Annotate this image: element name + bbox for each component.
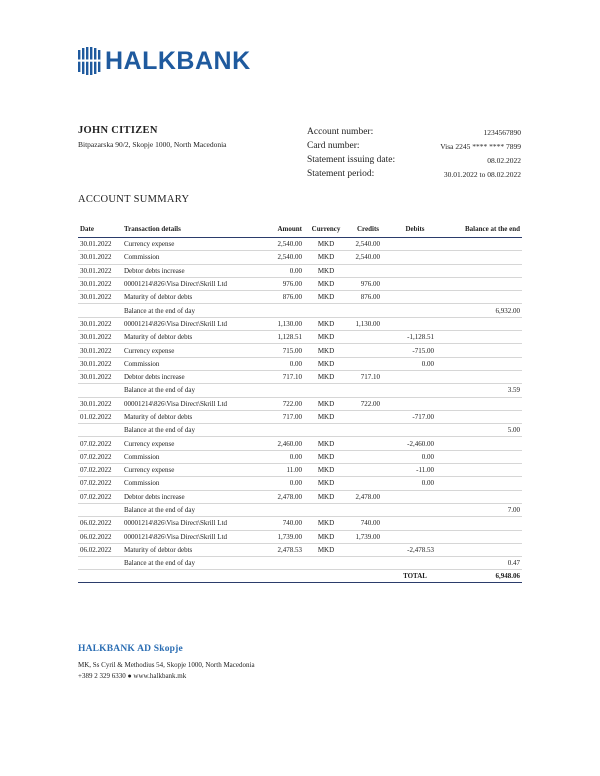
cell-details: Currency expense (122, 238, 258, 251)
cell-balance (442, 344, 522, 357)
cell-credits (348, 410, 388, 423)
card-number-value: Visa 2245 **** **** 7899 (440, 141, 521, 151)
cell-balance (442, 464, 522, 477)
cell-date: 30.01.2022 (78, 238, 122, 251)
footer-address: MK, Ss Cyril & Methodius 54, Skopje 1000, North Macedonia (78, 661, 255, 669)
cell-debits (388, 557, 442, 570)
cell-credits (348, 344, 388, 357)
customer-name: JOHN CITIZEN (78, 125, 158, 136)
cell-balance (442, 317, 522, 330)
cell-balance: 3.59 (442, 384, 522, 397)
cell-currency: MKD (304, 450, 348, 463)
cell-date (78, 557, 122, 570)
cell-date: 30.01.2022 (78, 291, 122, 304)
cell-currency: MKD (304, 331, 348, 344)
cell-date: 30.01.2022 (78, 251, 122, 264)
cell-balance (442, 277, 522, 290)
cell-details: 00001214\826\Visa Direct\Skrill Ltd (122, 517, 258, 530)
cell-amount (258, 304, 304, 317)
cell-details: Maturity of debtor debts (122, 410, 258, 423)
cell-amount (258, 557, 304, 570)
cell-currency: MKD (304, 410, 348, 423)
cell-date (78, 503, 122, 516)
table-row (78, 291, 522, 304)
cell-amount: 976.00 (258, 277, 304, 290)
table-row (78, 450, 522, 463)
cell-debits (388, 277, 442, 290)
cell-details: Balance at the end of day (122, 557, 258, 570)
cell-credits (348, 384, 388, 397)
header-details: Transaction details (122, 220, 258, 238)
cell-debits: 0.00 (388, 357, 442, 370)
table-row (78, 530, 522, 543)
cell-debits: -1,128.51 (388, 331, 442, 344)
cell-amount: 0.00 (258, 357, 304, 370)
cell-debits: 0.00 (388, 450, 442, 463)
footer-company: HALKBANK AD Skopje (78, 644, 183, 654)
table-row (78, 370, 522, 383)
cell-debits: -715.00 (388, 344, 442, 357)
cell-amount (258, 384, 304, 397)
footer-contact: +389 2 329 6330 ● www.halkbank.mk (78, 672, 187, 680)
cell-amount: 1,739.00 (258, 530, 304, 543)
cell-currency: MKD (304, 397, 348, 410)
cell-debits (388, 264, 442, 277)
cell-date: 06.02.2022 (78, 530, 122, 543)
cell-credits (348, 264, 388, 277)
header-currency: Currency (304, 220, 348, 238)
cell-details: Commission (122, 477, 258, 490)
balance-row (78, 503, 522, 516)
table-row (78, 317, 522, 330)
cell-balance (442, 543, 522, 556)
cell-details: Currency expense (122, 437, 258, 450)
table-row (78, 357, 522, 370)
cell-currency (304, 384, 348, 397)
account-number-value: 1234567890 (483, 127, 521, 137)
statement-period-label: Statement period: (307, 169, 375, 179)
table-row (78, 238, 522, 251)
cell-details: Commission (122, 357, 258, 370)
cell-date: 06.02.2022 (78, 543, 122, 556)
cell-credits (348, 543, 388, 556)
cell-balance (442, 450, 522, 463)
cell-debits (388, 304, 442, 317)
cell-balance (442, 238, 522, 251)
cell-date: 30.01.2022 (78, 331, 122, 344)
cell-details: Balance at the end of day (122, 424, 258, 437)
table-row (78, 477, 522, 490)
account-number-row (307, 125, 521, 139)
cell-details: 00001214\826\Visa Direct\Skrill Ltd (122, 530, 258, 543)
cell-date: 01.02.2022 (78, 410, 122, 423)
cell-credits (348, 477, 388, 490)
cell-amount: 740.00 (258, 517, 304, 530)
cell-credits (348, 304, 388, 317)
header-balance: Balance at the end (442, 220, 522, 238)
cell-credits: 2,478.00 (348, 490, 388, 503)
cell-amount: 0.00 (258, 264, 304, 277)
transactions-table (78, 220, 522, 583)
cell-credits: 1,739.00 (348, 530, 388, 543)
cell-balance: 5.00 (442, 424, 522, 437)
cell-amount: 717.00 (258, 410, 304, 423)
cell-credits (348, 424, 388, 437)
cell-details: Debtor debts increase (122, 264, 258, 277)
cell-credits: 976.00 (348, 277, 388, 290)
cell-details: Balance at the end of day (122, 384, 258, 397)
cell-details: Balance at the end of day (122, 503, 258, 516)
account-info (307, 125, 521, 181)
cell-credits: 2,540.00 (348, 238, 388, 251)
cell-currency: MKD (304, 517, 348, 530)
cell-balance (442, 490, 522, 503)
statement-period-value: 30.01.2022 to 08.02.2022 (443, 169, 521, 179)
cell-amount: 2,478.53 (258, 543, 304, 556)
balance-row (78, 304, 522, 317)
total-value: 6,948.06 (442, 570, 522, 583)
halkbank-column-logo-icon (78, 47, 102, 75)
cell-date: 06.02.2022 (78, 517, 122, 530)
cell-balance (442, 530, 522, 543)
cell-amount: 11.00 (258, 464, 304, 477)
cell-details: Currency expense (122, 464, 258, 477)
cell-currency: MKD (304, 317, 348, 330)
cell-credits: 876.00 (348, 291, 388, 304)
cell-date: 30.01.2022 (78, 397, 122, 410)
table-row (78, 344, 522, 357)
cell-date: 30.01.2022 (78, 264, 122, 277)
table-body (78, 238, 522, 570)
cell-balance (442, 264, 522, 277)
table-row (78, 464, 522, 477)
cell-currency (304, 424, 348, 437)
cell-amount: 717.10 (258, 370, 304, 383)
cell-debits: -2,460.00 (388, 437, 442, 450)
cell-debits (388, 397, 442, 410)
cell-credits (348, 503, 388, 516)
cell-balance (442, 291, 522, 304)
table-row (78, 251, 522, 264)
cell-amount: 0.00 (258, 477, 304, 490)
cell-balance (442, 517, 522, 530)
issuing-date-label: Statement issuing date: (307, 155, 396, 165)
cell-currency (304, 304, 348, 317)
cell-currency: MKD (304, 370, 348, 383)
table-row (78, 437, 522, 450)
cell-amount (258, 424, 304, 437)
cell-balance (442, 251, 522, 264)
cell-credits (348, 450, 388, 463)
cell-currency: MKD (304, 251, 348, 264)
cell-details: Maturity of debtor debts (122, 291, 258, 304)
cell-credits (348, 464, 388, 477)
cell-debits (388, 424, 442, 437)
footer (78, 644, 255, 680)
cell-debits: -2,478.53 (388, 543, 442, 556)
cell-date: 07.02.2022 (78, 490, 122, 503)
cell-credits: 740.00 (348, 517, 388, 530)
transactions-table-wrap (78, 220, 522, 583)
cell-details: Debtor debts increase (122, 490, 258, 503)
cell-details: Currency expense (122, 344, 258, 357)
cell-balance: 7.00 (442, 503, 522, 516)
issuing-date-row (307, 153, 521, 167)
cell-credits (348, 357, 388, 370)
cell-date: 07.02.2022 (78, 437, 122, 450)
cell-currency: MKD (304, 464, 348, 477)
cell-amount: 715.00 (258, 344, 304, 357)
table-row (78, 331, 522, 344)
cell-amount: 2,540.00 (258, 238, 304, 251)
cell-amount: 1,128.51 (258, 331, 304, 344)
cell-date: 30.01.2022 (78, 344, 122, 357)
cell-currency: MKD (304, 264, 348, 277)
cell-balance (442, 437, 522, 450)
cell-details: Commission (122, 251, 258, 264)
cell-amount: 0.00 (258, 450, 304, 463)
balance-row (78, 384, 522, 397)
cell-details: Commission (122, 450, 258, 463)
cell-debits (388, 384, 442, 397)
cell-amount: 722.00 (258, 397, 304, 410)
cell-debits (388, 251, 442, 264)
cell-debits (388, 238, 442, 251)
cell-details: 00001214\826\Visa Direct\Skrill Ltd (122, 397, 258, 410)
customer-block (78, 125, 227, 149)
table-row (78, 517, 522, 530)
cell-date (78, 304, 122, 317)
cell-debits (388, 530, 442, 543)
table-row (78, 490, 522, 503)
cell-balance (442, 477, 522, 490)
cell-currency: MKD (304, 490, 348, 503)
cell-currency: MKD (304, 291, 348, 304)
table-row (78, 277, 522, 290)
header-amount: Amount (258, 220, 304, 238)
cell-balance (442, 410, 522, 423)
issuing-date-value: 08.02.2022 (487, 155, 521, 165)
table-row (78, 397, 522, 410)
cell-debits (388, 517, 442, 530)
cell-date (78, 384, 122, 397)
cell-date: 30.01.2022 (78, 277, 122, 290)
cell-balance (442, 331, 522, 344)
cell-balance: 0.47 (442, 557, 522, 570)
cell-date: 30.01.2022 (78, 317, 122, 330)
cell-currency: MKD (304, 238, 348, 251)
cell-credits: 722.00 (348, 397, 388, 410)
header-debits: Debits (388, 220, 442, 238)
cell-date: 07.02.2022 (78, 450, 122, 463)
table-row (78, 264, 522, 277)
card-number-row (307, 139, 521, 153)
cell-details: Balance at the end of day (122, 304, 258, 317)
cell-debits (388, 503, 442, 516)
account-number-label: Account number: (307, 127, 374, 137)
cell-credits: 2,540.00 (348, 251, 388, 264)
cell-credits (348, 437, 388, 450)
cell-debits: -717.00 (388, 410, 442, 423)
cell-credits: 717.10 (348, 370, 388, 383)
table-row (78, 543, 522, 556)
cell-currency: MKD (304, 437, 348, 450)
cell-date: 07.02.2022 (78, 477, 122, 490)
cell-amount: 1,130.00 (258, 317, 304, 330)
cell-date: 30.01.2022 (78, 370, 122, 383)
cell-details: Maturity of debtor debts (122, 543, 258, 556)
cell-balance (442, 357, 522, 370)
cell-date: 30.01.2022 (78, 357, 122, 370)
cell-date: 07.02.2022 (78, 464, 122, 477)
cell-debits (388, 317, 442, 330)
statement-period-row (307, 167, 521, 181)
cell-amount (258, 503, 304, 516)
cell-details: Debtor debts increase (122, 370, 258, 383)
cell-credits: 1,130.00 (348, 317, 388, 330)
cell-debits (388, 490, 442, 503)
cell-currency: MKD (304, 277, 348, 290)
cell-currency: MKD (304, 357, 348, 370)
cell-date (78, 424, 122, 437)
cell-amount: 2,478.00 (258, 490, 304, 503)
total-row (78, 570, 522, 583)
customer-address: Bitpazarska 90/2, Skopje 1000, North Macedonia (78, 140, 227, 149)
cell-currency: MKD (304, 530, 348, 543)
cell-details: 00001214\826\Visa Direct\Skrill Ltd (122, 317, 258, 330)
account-summary-title: ACCOUNT SUMMARY (78, 194, 190, 205)
cell-currency (304, 557, 348, 570)
cell-amount: 2,540.00 (258, 251, 304, 264)
brand-name: HALKBANK (105, 46, 251, 75)
card-number-label: Card number: (307, 141, 360, 151)
balance-row (78, 424, 522, 437)
cell-balance (442, 397, 522, 410)
cell-debits (388, 370, 442, 383)
cell-debits: -11.00 (388, 464, 442, 477)
cell-credits (348, 331, 388, 344)
balance-row (78, 557, 522, 570)
cell-details: 00001214\826\Visa Direct\Skrill Ltd (122, 277, 258, 290)
cell-currency: MKD (304, 543, 348, 556)
cell-credits (348, 557, 388, 570)
header-date: Date (78, 220, 122, 238)
cell-balance (442, 370, 522, 383)
cell-currency: MKD (304, 477, 348, 490)
header-credits: Credits (348, 220, 388, 238)
table-header-row (78, 220, 522, 238)
cell-debits: 0.00 (388, 477, 442, 490)
table-row (78, 410, 522, 423)
total-label: TOTAL (388, 570, 442, 583)
cell-currency: MKD (304, 344, 348, 357)
cell-debits (388, 291, 442, 304)
cell-amount: 876.00 (258, 291, 304, 304)
cell-balance: 6,932.00 (442, 304, 522, 317)
cell-currency (304, 503, 348, 516)
halkbank-logo (78, 47, 251, 75)
cell-amount: 2,460.00 (258, 437, 304, 450)
cell-details: Maturity of debtor debts (122, 331, 258, 344)
